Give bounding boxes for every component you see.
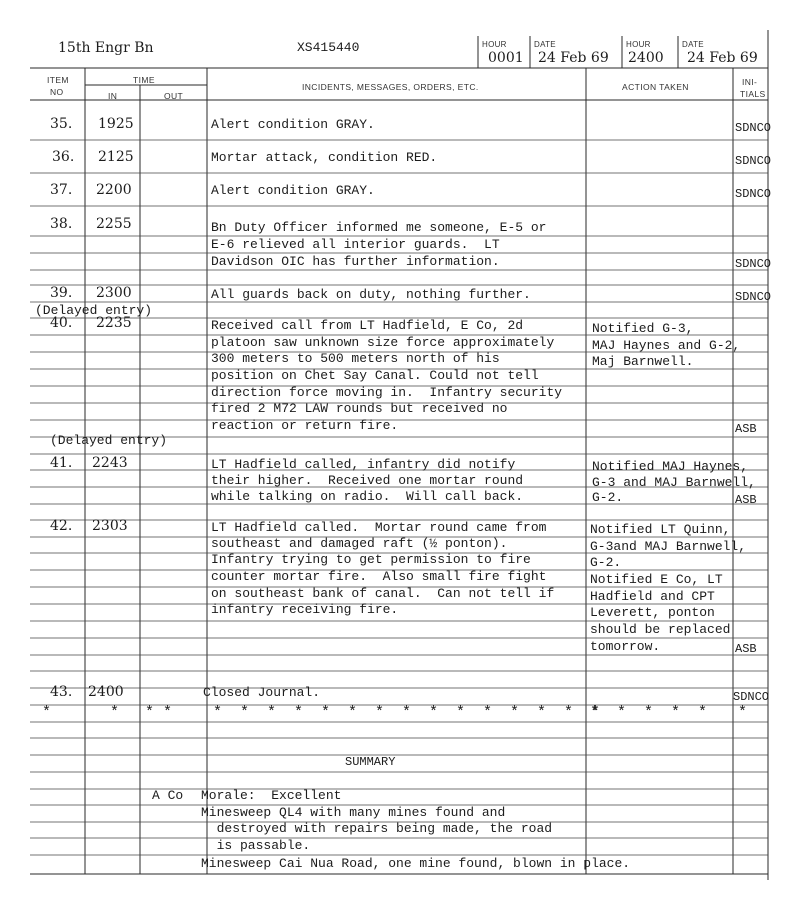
delayed-entry-note: (Delayed entry) [35, 303, 153, 318]
incident-line: reaction or return fire. [211, 418, 399, 433]
initials: SDNCO [735, 121, 772, 135]
action-line: Notified MAJ Haynes, [592, 459, 749, 474]
stars-time-in: * [110, 704, 120, 721]
from-date-label: DATE [534, 40, 556, 49]
stars-action: * * * * * [590, 704, 708, 721]
initials: SDNCO [735, 187, 772, 201]
action-line: MAJ Haynes and G-2, [592, 338, 741, 353]
initials: ASB [735, 493, 757, 507]
summary-line: destroyed with repairs being made, the road [201, 821, 553, 836]
incident-line: infantry receiving fire. [211, 602, 399, 617]
incident-line: on southeast bank of canal. Can not tell if [211, 586, 555, 601]
time-in: 2300 [96, 285, 132, 301]
col-action-label: ACTION TAKEN [622, 82, 689, 92]
col-time-out-label: OUT [164, 91, 184, 101]
time-in: 2125 [98, 149, 134, 165]
incident-line: Bn Duty Officer informed me someone, E-5 or [211, 220, 547, 235]
to-hour-label: HOUR [626, 40, 651, 49]
incident-line: while talking on radio. Will call back. [211, 489, 524, 504]
item-number: 36. [52, 149, 75, 165]
incident-line: Alert condition GRAY. [211, 117, 375, 132]
time-in: 2303 [92, 518, 128, 534]
initials: SDNCO [735, 257, 772, 271]
time-in: 2235 [96, 315, 132, 331]
action-line: Notified LT Quinn, [590, 522, 731, 537]
action-line: Maj Barnwell. [592, 354, 694, 369]
incident-line: LT Hadfield called. Mortar round came from [211, 520, 547, 535]
incident-line: Alert condition GRAY. [211, 183, 375, 198]
to-date-label: DATE [682, 40, 704, 49]
action-line: Hadfield and CPT [590, 589, 715, 604]
incident-line: fired 2 M72 LAW rounds but received no [211, 401, 508, 416]
from-hour: 0001 [488, 50, 524, 66]
incident-line: Mortar attack, condition RED. [211, 150, 438, 165]
delayed-entry-note: (Delayed entry) [50, 433, 168, 448]
from-date: 24 Feb 69 [538, 50, 609, 66]
incident-line: Infantry trying to get permission to fire [211, 552, 531, 567]
initials: ASB [735, 642, 757, 656]
col-initials-label-1: INI- [742, 77, 758, 87]
time-in: 2200 [96, 182, 132, 198]
from-hour-label: HOUR [482, 40, 507, 49]
incident-line: direction force moving in. Infantry security [211, 385, 563, 400]
grid-location: XS415440 [297, 40, 360, 55]
incident-line: Davidson OIC has further information. [211, 254, 500, 269]
incident-line: counter mortar fire. Also small fire fight [211, 569, 547, 584]
incident-line: LT Hadfield called, infantry did notify [211, 457, 516, 472]
action-line: Leverett, ponton [590, 605, 715, 620]
to-date: 24 Feb 69 [687, 50, 758, 66]
initials: ASB [735, 422, 757, 436]
initials: SDNCO [735, 290, 772, 304]
item-number: 42. [50, 518, 73, 534]
col-item-label: ITEM [47, 75, 69, 85]
incident-line: position on Chet Say Canal. Could not tell [211, 368, 539, 383]
time-in: 2243 [92, 455, 128, 471]
to-hour: 2400 [628, 50, 664, 66]
stars-item: * [42, 704, 52, 721]
summary-company: A Co [152, 788, 184, 803]
incident-line: southeast and damaged raft (½ ponton). [211, 536, 508, 551]
incident-line: their higher. Received one mortar round [211, 473, 524, 488]
action-line: Notified E Co, LT [590, 572, 723, 587]
incident-line: Received call from LT Hadfield, E Co, 2d [211, 318, 524, 333]
summary-title: SUMMARY [345, 755, 396, 769]
action-line: G-2. [590, 555, 622, 570]
incident-line: E-6 relieved all interior guards. LT [211, 237, 500, 252]
stars-initials: * [738, 704, 748, 721]
col-initials-label-2: TIALS [740, 89, 766, 99]
item-number: 39. [50, 285, 73, 301]
item-number: 35. [50, 116, 73, 132]
item-number: 37. [50, 182, 73, 198]
unit-name: 15th Engr Bn [58, 40, 154, 56]
stars-time-out: * * [145, 704, 173, 721]
initials: SDNCO [733, 690, 770, 704]
col-no-label: NO [50, 87, 64, 97]
action-line: G-3and MAJ Barnwell, [590, 539, 747, 554]
col-incidents-label: INCIDENTS, MESSAGES, ORDERS, ETC. [302, 82, 479, 92]
time-in: 2400 [88, 684, 124, 700]
item-number: 43. [50, 684, 73, 700]
stars-incidents: * * * * * * * * * * * * * * * [213, 704, 601, 721]
summary-line: Minesweep QL4 with many mines found and [201, 805, 506, 820]
action-line: should be replaced [590, 622, 731, 637]
incident-line: Closed Journal. [203, 685, 321, 700]
col-time-in-label: IN [108, 91, 118, 101]
initials: SDNCO [735, 154, 772, 168]
action-line: G-2. [592, 490, 624, 505]
action-line: G-3 and MAJ Barnwell, [592, 475, 756, 490]
action-line: tomorrow. [590, 639, 661, 654]
summary-line: Morale: Excellent [201, 788, 342, 803]
item-number: 38. [50, 216, 73, 232]
item-number: 41. [50, 455, 73, 471]
col-time-label: TIME [133, 75, 155, 85]
incident-line: 300 meters to 500 meters north of his [211, 351, 500, 366]
action-line: Notified G-3, [592, 321, 694, 336]
summary-line: Minesweep Cai Nua Road, one mine found, blown in place. [201, 856, 631, 871]
incident-line: All guards back on duty, nothing further. [211, 287, 531, 302]
summary-line: is passable. [201, 838, 311, 853]
time-in: 2255 [96, 216, 132, 232]
time-in: 1925 [98, 116, 134, 132]
incident-line: platoon saw unknown size force approximately [211, 335, 555, 350]
item-number: 40. [50, 315, 73, 331]
